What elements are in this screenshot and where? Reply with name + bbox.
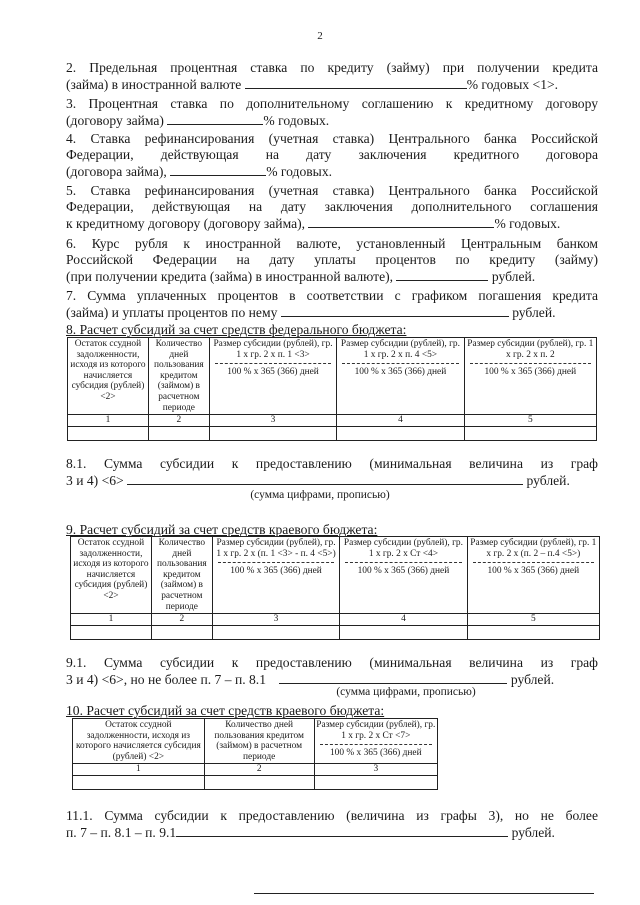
- p111-line2-end: рублей.: [511, 825, 555, 840]
- p91-blank: [279, 671, 507, 684]
- paragraph-2: [66, 60, 598, 93]
- p2-line2-end: % годовых <1>.: [466, 77, 559, 92]
- section-10-title: 10. Расчет субсидий за счет средств краевого бюджета:: [66, 703, 385, 718]
- t10-cell-3[interactable]: [314, 775, 437, 789]
- t10-number-row: [73, 764, 438, 776]
- p81-line2: [66, 472, 598, 489]
- t9-cell-4[interactable]: [340, 625, 467, 639]
- t9-header-col2: Количество дней пользования кредитом (займом) в расчетном периоде: [151, 537, 212, 614]
- p5-blank: [308, 215, 494, 228]
- t9-header-col5: [467, 537, 599, 614]
- t8-header-col4: [337, 338, 464, 415]
- p6-line2: Российской Федерации на дату уплаты процентов по кредиту (займу): [66, 252, 598, 267]
- t9-cell-3[interactable]: [212, 625, 339, 639]
- t8-cell-5[interactable]: [464, 426, 596, 440]
- t8-cell-1[interactable]: [68, 426, 149, 440]
- p4-line3: [66, 163, 598, 180]
- p6-blank: [396, 268, 488, 281]
- t8-cell-4[interactable]: [337, 426, 464, 440]
- t8-data-row: [68, 426, 597, 440]
- t10-num-2: 2: [204, 764, 314, 776]
- paragraph-5: [66, 183, 598, 232]
- t9-num-5: 5: [467, 614, 599, 626]
- p91-line2-text: 3 и 4) <6>, но не более п. 7 – п. 8.1: [66, 672, 267, 687]
- t10-cell-1[interactable]: [73, 775, 205, 789]
- p6-line3: [66, 268, 598, 285]
- t8-col5-divider: [470, 363, 591, 364]
- p111-line1: 11.1. Сумма субсидии к предоставлению (величина из графы 3), но не более: [66, 808, 598, 823]
- t10-num-1: 1: [73, 764, 205, 776]
- t9-cell-1[interactable]: [71, 625, 152, 639]
- p7-line2-text: (займа) и уплаты процентов по нему: [66, 305, 278, 320]
- t9-num-2: 2: [151, 614, 212, 626]
- t9-col4-formula: Размер субсидии (рублей), гр. 1 х гр. 2 х Ст <4>: [343, 538, 463, 559]
- section-8-title: 8. Расчет субсидий за счет средств федерального бюджета:: [66, 322, 407, 337]
- p81-line1: 8.1. Сумма субсидии к предоставлению (минимальная величина из граф: [66, 456, 598, 471]
- t8-col3-formula: Размер субсидии (рублей), гр. 1 х гр. 2 х п. 1 <3>: [213, 339, 333, 360]
- t9-num-1: 1: [71, 614, 152, 626]
- paragraph-9-1: [66, 655, 598, 688]
- t9-col5-formula: Размер субсидии (рублей), гр. 1 х гр. 2 х (п. 2 – п.4 <5>): [470, 538, 597, 559]
- p4-line1: 4. Ставка рефинансирования (учетная ставка) Центрального банка Российской: [66, 131, 598, 146]
- p3-blank: [167, 112, 263, 125]
- p5-line1: 5. Ставка рефинансирования (учетная ставка) Центрального банка Российской: [66, 183, 598, 198]
- t8-col4-formula: Размер субсидии (рублей), гр. 1 х гр. 2 х п. 4 <5>: [340, 339, 460, 360]
- p7-blank: [281, 304, 509, 317]
- t8-col4-denominator: 100 % х 365 (366) дней: [354, 367, 447, 378]
- t8-num-3: 3: [209, 415, 336, 427]
- p91-line2-end: рублей.: [510, 672, 555, 687]
- t10-cell-2[interactable]: [204, 775, 314, 789]
- t8-header-col1: Остаток ссудной задолженности, исходя из которого начисляется субсидия (рублей) <2>: [68, 338, 149, 415]
- t9-header-col3: [212, 537, 339, 614]
- t9-col3-formula: Размер субсидии (рублей), гр. 1 х гр. 2 х (п. 1 <3> - п. 4 <5>): [216, 538, 336, 559]
- table-federal-budget: [67, 337, 597, 441]
- p2-line2: [66, 76, 598, 93]
- paragraph-6: [66, 236, 598, 285]
- p4-blank: [170, 163, 266, 176]
- t10-num-3: 3: [314, 764, 437, 776]
- t8-cell-2[interactable]: [148, 426, 209, 440]
- p3-line2: [66, 112, 598, 129]
- t10-header-col2: Количество дней пользования кредитом (займом) в расчетном периоде: [204, 719, 314, 764]
- paragraph-7: [66, 288, 598, 321]
- paragraph-11-1: [66, 808, 598, 841]
- t8-header-col2: Количество дней пользования кредитом (займом) в расчетном периоде: [148, 338, 209, 415]
- t9-header-col4: [340, 537, 467, 614]
- p5-line3: [66, 215, 598, 232]
- t8-col3-denominator: 100 % х 365 (366) дней: [227, 367, 319, 378]
- table-regional-budget-2: [72, 718, 438, 790]
- t9-col4-denominator: 100 % х 365 (366) дней: [357, 566, 450, 577]
- p2-line2-text: (займа) в иностранной валюте: [66, 77, 242, 92]
- bottom-rule: [254, 893, 594, 894]
- table-regional-budget: [70, 536, 600, 640]
- t9-col5-divider: [473, 562, 594, 563]
- t9-col3-divider: [218, 562, 334, 563]
- p5-line3-text: к кредитному договору (договору займа),: [66, 216, 306, 231]
- p111-blank: [176, 824, 508, 837]
- t8-header-col5: [464, 338, 596, 415]
- t9-cell-2[interactable]: [151, 625, 212, 639]
- t9-col4-divider: [345, 562, 461, 563]
- t10-col3-divider: [320, 744, 432, 745]
- t8-num-5: 5: [464, 415, 596, 427]
- t9-num-4: 4: [340, 614, 467, 626]
- p7-line2-end: рублей.: [512, 305, 556, 320]
- p4-line3-end: % годовых.: [266, 164, 333, 179]
- p3-line2-end: % годовых.: [263, 113, 330, 128]
- t9-header-col1: Остаток ссудной задолженности, исходя из которого начисляется субсидия (рублей) <2>: [71, 537, 152, 614]
- t9-number-row: [71, 614, 600, 626]
- p5-line3-end: % годовых.: [494, 216, 561, 231]
- t10-header-col3: [314, 719, 437, 764]
- p6-line1: 6. Курс рубля к иностранной валюте, установленный Центральным банком: [66, 236, 598, 251]
- t8-num-1: 1: [68, 415, 149, 427]
- p5-line2: Федерации, действующая на дату заключения дополнительного соглашения: [66, 199, 598, 214]
- p81-blank: [127, 472, 523, 485]
- t8-num-2: 2: [148, 415, 209, 427]
- p6-line3-end: рублей.: [491, 269, 536, 284]
- p6-line3-text: (при получении кредита (займа) в иностранной валюте),: [66, 269, 394, 284]
- p4-line3-text: (договора займа),: [66, 164, 167, 179]
- t8-header-col3: [209, 338, 336, 415]
- p111-line2-text: п. 7 – п. 8.1 – п. 9.1: [66, 825, 177, 840]
- p7-line2: [66, 304, 598, 321]
- t9-cell-5[interactable]: [467, 625, 599, 639]
- t9-col3-denominator: 100 % х 365 (366) дней: [230, 566, 322, 577]
- t8-col4-divider: [342, 363, 458, 364]
- t8-col5-formula: Размер субсидии (рублей), гр. 1 х гр. 2 х п. 2: [467, 339, 594, 360]
- p111-line2: [66, 824, 598, 841]
- t10-data-row: [73, 775, 438, 789]
- p3-line1: 3. Процентная ставка по дополнительному соглашению к кредитному договору: [66, 96, 598, 111]
- paragraph-3: [66, 96, 598, 129]
- p4-line2: Федерации, действующая на дату заключения кредитного договора: [66, 147, 598, 162]
- p81-caption: (сумма цифрами, прописью): [250, 489, 390, 501]
- paragraph-8-1: [66, 456, 598, 489]
- t9-col5-denominator: 100 % х 365 (366) дней: [487, 566, 580, 577]
- p81-line2-end: рублей.: [526, 473, 570, 488]
- page-number: 2: [317, 30, 323, 42]
- section-9-title: 9. Расчет субсидий за счет средств краевого бюджета:: [66, 522, 378, 537]
- p91-caption: (сумма цифрами, прописью): [336, 686, 476, 698]
- p3-line2-text: (договору займа): [66, 113, 164, 128]
- t8-number-row: [68, 415, 597, 427]
- t9-data-row: [71, 625, 600, 639]
- t8-num-4: 4: [337, 415, 464, 427]
- p91-line1: 9.1. Сумма субсидии к предоставлению (минимальная величина из граф: [66, 655, 598, 670]
- t8-col5-denominator: 100 % х 365 (366) дней: [484, 367, 577, 378]
- paragraph-4: [66, 131, 598, 180]
- p7-line1: 7. Сумма уплаченных процентов в соответствии с графиком погашения кредита: [66, 288, 598, 303]
- p81-line2-text: 3 и 4) <6>: [66, 473, 124, 488]
- p2-line1: 2. Предельная процентная ставка по кредиту (займу) при получении кредита: [66, 60, 598, 75]
- t10-col3-formula: Размер субсидии (рублей), гр. 1 х гр. 2 х Ст <7>: [316, 720, 436, 741]
- t8-cell-3[interactable]: [209, 426, 336, 440]
- p2-blank: [245, 76, 467, 89]
- t8-col3-divider: [215, 363, 331, 364]
- t10-col3-denominator: 100 % х 365 (366) дней: [329, 748, 422, 759]
- t9-num-3: 3: [212, 614, 339, 626]
- t10-header-col1: Остаток ссудной задолженности, исходя из которого начисляется субсидия (рублей) <2>: [73, 719, 205, 764]
